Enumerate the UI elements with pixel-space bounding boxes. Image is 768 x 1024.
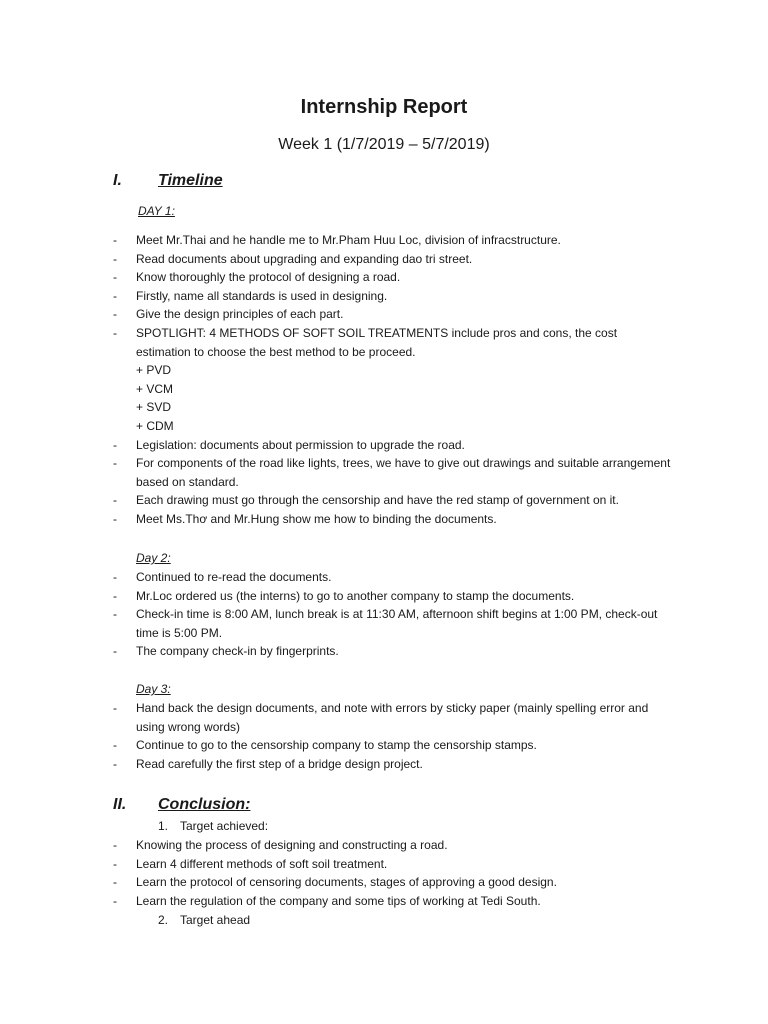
list-item: - Give the design principles of each part. bbox=[113, 307, 344, 322]
list-item: - Legislation: documents about permission to upgrade the road. bbox=[113, 437, 465, 452]
list-item: - Firstly, name all standards is used in designing. bbox=[113, 288, 388, 303]
list-item: - Mr.Loc ordered us (the interns) to go to another company to stamp the documents. bbox=[113, 588, 575, 603]
day2-list bbox=[113, 568, 673, 661]
list-item: - Read carefully the first step of a bridge design project. bbox=[113, 756, 423, 771]
list-item: - Knowing the process of designing and constructing a road. bbox=[113, 838, 448, 852]
list-item: - Continue to go to the censorship company to stamp the censorship stamps. bbox=[113, 738, 537, 753]
method-item: + SVD bbox=[136, 400, 172, 415]
conclusion-list bbox=[113, 836, 673, 910]
list-item: - Learn the regulation of the company and some tips of working at Tedi South. bbox=[113, 893, 541, 908]
list-item: - Know thoroughly the protocol of designing a road. bbox=[113, 270, 401, 285]
day3-label: Day 3: bbox=[136, 682, 171, 696]
section-number: I. bbox=[113, 172, 122, 189]
section-timeline-heading bbox=[113, 170, 223, 192]
list-item: - Read documents about upgrading and expanding dao tri street. bbox=[113, 251, 473, 266]
list-item: - Meet Mr.Thai and he handle me to Mr.Pham Huu Loc, division of infracstructure. bbox=[113, 233, 561, 247]
list-item: - The company check-in by fingerprints. bbox=[113, 644, 339, 659]
list-item: - Hand back the design documents, and note with errors by sticky paper (mainly spelling error and using wrong words) bbox=[113, 701, 649, 734]
day2-label: Day 2: bbox=[136, 551, 171, 565]
method-item: + VCM bbox=[136, 381, 174, 396]
day3-list bbox=[113, 699, 673, 773]
list-item: - Learn the protocol of censoring documents, stages of approving a good design. bbox=[113, 875, 557, 890]
list-item: - Each drawing must go through the censorship and have the red stamp of government on it. bbox=[113, 493, 619, 508]
list-item: - Continued to re-read the documents. bbox=[113, 570, 332, 584]
list-item: - Check-in time is 8:00 AM, lunch break is at 11:30 AM, afternoon shift begins at 1:00 PM, check-out time is 5:00 PM. bbox=[113, 607, 658, 640]
list-item: - For components of the road like lights, trees, we have to give out drawings and suitable arrangement based on standard. bbox=[113, 456, 671, 489]
day1-list bbox=[113, 231, 673, 529]
section-conclusion-heading bbox=[113, 794, 250, 816]
list-item: - Meet Ms.Thơ and Mr.Hung show me how to binding the documents. bbox=[113, 511, 497, 526]
list-item: - SPOTLIGHT: 4 METHODS OF SOFT SOIL TREATMENTS include pros and cons, the cost estimation to choose the best method to be proceed. + PVD + VCM + SVD + CDM bbox=[113, 324, 673, 436]
method-item: + PVD bbox=[136, 363, 172, 378]
section-number: II. bbox=[113, 796, 127, 813]
list-item: - Learn 4 different methods of soft soil treatment. bbox=[113, 856, 388, 871]
target-ahead-heading: 2. Target ahead bbox=[158, 913, 251, 927]
section-label: Conclusion: bbox=[158, 796, 251, 813]
section-label: Timeline bbox=[158, 172, 223, 189]
target-achieved-heading: 1. Target achieved: bbox=[158, 819, 269, 833]
day1-label: DAY 1: bbox=[138, 204, 175, 218]
method-item: + CDM bbox=[136, 418, 174, 433]
week-subtitle: Week 1 (1/7/2019 – 5/7/2019) bbox=[278, 136, 490, 153]
page-title: Internship Report bbox=[300, 96, 468, 118]
